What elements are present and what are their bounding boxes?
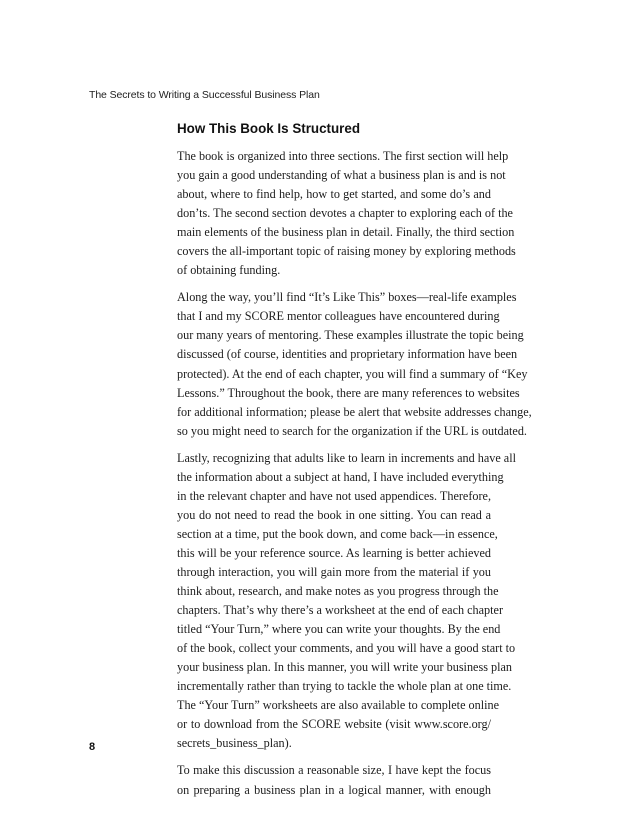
text-line: in the relevant chapter and have not used appendices. Therefore, [177, 488, 491, 503]
text-line: of the book, collect your comments, and you will have a good start to [177, 641, 516, 656]
main-content [177, 120, 532, 808]
text-line: The book is organized into three sections. The first section will help [177, 149, 509, 163]
text-line: about, where to find help, how to get started, and some do’s and [177, 187, 491, 202]
text-line: incrementally rather than trying to tackle the whole plan at one time. [177, 679, 512, 694]
text-line: don’ts. The second section devotes a chapter to exploring each of the [177, 206, 513, 221]
text-line: titled “Your Turn,” where you can write your thoughts. By the end [177, 622, 501, 637]
section-heading: How This Book Is Structured [177, 121, 361, 136]
text-line: you gain a good understanding of what a business plan is and is not [177, 168, 506, 183]
text-line: Along the way, you’ll find “It’s Like This” boxes—real-life examples [177, 290, 517, 305]
text-line: this will be your reference source. As learning is better achieved [177, 545, 491, 560]
text-line: that I and my SCORE mentor colleagues have encountered during [177, 309, 500, 324]
paragraphs-container [177, 147, 532, 800]
text-line: discussed (of course, identities and proprietary information have been [177, 347, 518, 362]
text-line: The “Your Turn” worksheets are also available to complete online [177, 698, 499, 713]
text-line: covers the all-important topic of raising money by exploring methods [177, 244, 516, 259]
text-line: for additional information; please be alert that website addresses change, [177, 404, 532, 419]
text-line: you do not need to read the book in one sitting. You can read a [177, 507, 491, 522]
text-line: think about, research, and make notes as you progress through the [177, 584, 499, 599]
text-line: To make this discussion a reasonable size, I have kept the focus [177, 763, 491, 778]
text-line: our many years of mentoring. These examples illustrate the topic being [177, 328, 524, 343]
text-line: Lastly, recognizing that adults like to learn in increments and have all [177, 450, 516, 465]
paragraph [177, 147, 516, 280]
paragraph [177, 449, 516, 754]
text-line: of obtaining funding. [177, 263, 281, 278]
text-line: on preparing a business plan in a logical manner, with enough [177, 782, 491, 797]
text-line: the information about a subject at hand, I have included everything [177, 469, 504, 484]
text-line: chapters. That’s why there’s a worksheet at the end of each chapter [177, 603, 503, 618]
page-number: 8 [89, 741, 96, 753]
text-line: section at a time, put the book down, and come back—in essence, [177, 526, 498, 541]
text-line: your business plan. In this manner, you will write your business plan [177, 660, 512, 675]
text-line: protected). At the end of each chapter, you will find a summary of “Key [177, 366, 528, 381]
running-header: The Secrets to Writing a Successful Business Plan [89, 89, 320, 101]
paragraph [177, 761, 491, 799]
text-line: main elements of the business plan in detail. Finally, the third section [177, 225, 515, 240]
text-line: Lessons.” Throughout the book, there are many references to websites [177, 385, 520, 400]
paragraph [177, 288, 532, 440]
text-line: through interaction, you will gain more from the material if you [177, 564, 491, 579]
text-line: so you might need to search for the organization if the URL is outdated. [177, 423, 527, 438]
text-line: or to download from the SCORE website (visit www.score.org/ [177, 717, 491, 732]
text-line: secrets_business_plan). [177, 736, 292, 751]
